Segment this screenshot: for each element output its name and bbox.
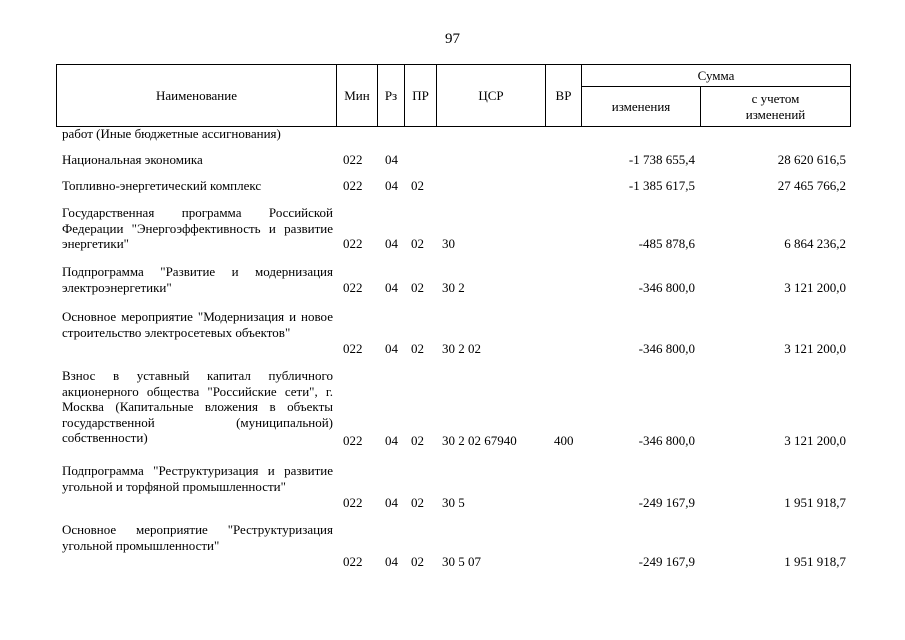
row-total: 1 951 918,7 [784, 495, 846, 510]
row-total: 3 121 200,0 [784, 341, 846, 356]
header-total [701, 87, 850, 126]
table-row [0, 368, 905, 448]
table-row [0, 522, 905, 570]
table-row [0, 309, 905, 357]
row-min: 022 [343, 280, 363, 295]
row-min: 022 [343, 152, 363, 167]
row-name: Подпрограмма "Развитие и модернизация электроэнергетики" [62, 264, 333, 295]
table-row [0, 264, 905, 296]
row-total: 3 121 200,0 [784, 433, 846, 448]
row-pr: 02 [411, 495, 424, 510]
row-pr: 02 [411, 433, 424, 448]
row-pr: 02 [411, 554, 424, 569]
table-row [0, 178, 905, 194]
header-vr: ВР [555, 87, 572, 103]
row-name: Государственная программа Российской Федерации "Энергоэффективность и развитие энергетики" [62, 205, 333, 251]
page-number: 97 [445, 31, 460, 47]
row-csr: 30 [442, 236, 455, 251]
row-total: 27 465 766,2 [777, 178, 846, 193]
table-row [0, 126, 905, 142]
row-csr: 30 5 07 [442, 554, 481, 569]
row-rz: 04 [385, 236, 398, 251]
row-min: 022 [343, 433, 363, 448]
row-csr: 30 5 [442, 495, 465, 510]
row-rz: 04 [385, 554, 398, 569]
table-row [0, 205, 905, 253]
row-total: 3 121 200,0 [784, 280, 846, 295]
row-change: -1 385 617,5 [628, 178, 695, 193]
row-rz: 04 [385, 280, 398, 295]
row-min: 022 [343, 236, 363, 251]
row-rz: 04 [385, 178, 398, 193]
header-total-line1: с учетом [751, 90, 800, 106]
row-csr: 30 2 02 67940 [442, 433, 517, 448]
row-name: Подпрограмма "Реструктуризация и развитие угольной и торфяной промышленности" [62, 463, 333, 494]
row-name: Основное мероприятие "Модернизация и новое строительство электросетевых объектов" [62, 309, 333, 340]
row-pr: 02 [411, 178, 424, 193]
row-rz: 04 [385, 433, 398, 448]
row-csr: 30 2 02 [442, 341, 481, 356]
row-vr: 400 [554, 433, 574, 448]
row-pr: 02 [411, 341, 424, 356]
table-header [56, 64, 851, 127]
row-rz: 04 [385, 341, 398, 356]
header-change: изменения [611, 98, 671, 114]
header-total-line2: изменений [745, 106, 806, 122]
row-change: -485 878,6 [638, 236, 695, 251]
row-change: -346 800,0 [638, 341, 695, 356]
row-min: 022 [343, 495, 363, 510]
table-row [0, 463, 905, 511]
row-name: работ (Иные бюджетные ассигнования) [62, 126, 281, 141]
row-change: -249 167,9 [638, 554, 695, 569]
table-row [0, 152, 905, 168]
row-total: 28 620 616,5 [777, 152, 846, 167]
row-pr: 02 [411, 236, 424, 251]
row-name: Национальная экономика [62, 152, 203, 167]
row-name: Взнос в уставный капитал публичного акционерного общества "Российские сети", г. Москва (Капитальные вложения в объекты государственной (муниципальной) собственности) [62, 368, 333, 445]
row-name: Основное мероприятие "Реструктуризация угольной промышленности" [62, 522, 333, 553]
row-min: 022 [343, 178, 363, 193]
row-rz: 04 [385, 495, 398, 510]
header-pr: ПР [412, 87, 429, 103]
header-min: Мин [344, 87, 370, 103]
row-pr: 02 [411, 280, 424, 295]
row-change: -249 167,9 [638, 495, 695, 510]
row-total: 1 951 918,7 [784, 554, 846, 569]
row-min: 022 [343, 341, 363, 356]
header-rz: Рз [384, 87, 398, 103]
row-csr: 30 2 [442, 280, 465, 295]
row-min: 022 [343, 554, 363, 569]
row-name: Топливно-энергетический комплекс [62, 178, 262, 193]
row-change: -346 800,0 [638, 433, 695, 448]
header-name: Наименование [156, 87, 237, 103]
row-rz: 04 [385, 152, 398, 167]
row-change: -1 738 655,4 [628, 152, 695, 167]
row-total: 6 864 236,2 [784, 236, 846, 251]
header-csr: ЦСР [478, 87, 504, 103]
header-sum: Сумма [697, 67, 735, 83]
row-change: -346 800,0 [638, 280, 695, 295]
